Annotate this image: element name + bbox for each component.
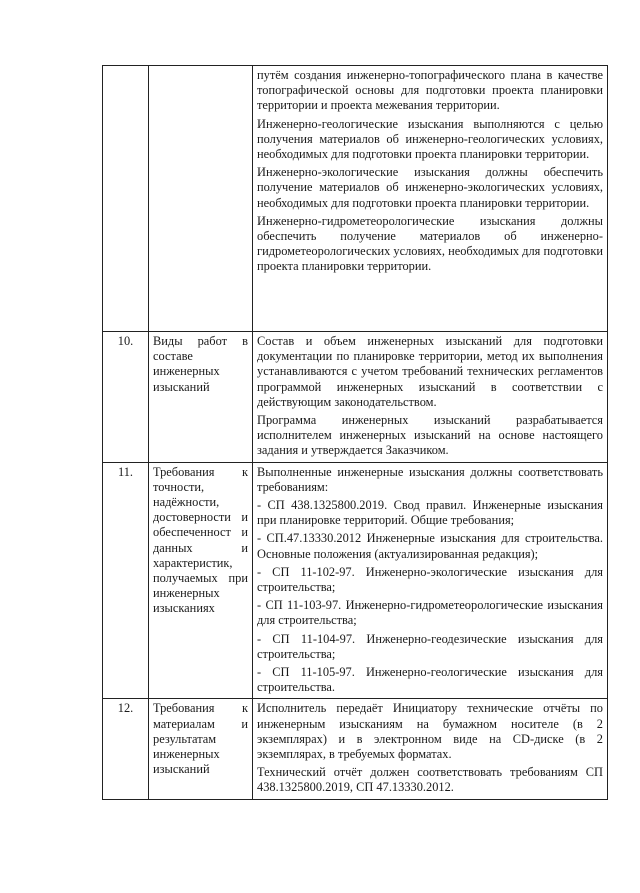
- list-item: - СП 438.1325800.2019. Свод правил. Инженерные изыскания при планировке территорий. Общие требования;: [257, 498, 603, 528]
- row-title: Требования к точности, надёжности, достоверности и обеспеченност и данных и характеристик, получаемых при инженерных изысканиях: [149, 462, 253, 699]
- table-row: [103, 66, 608, 332]
- row-title: Виды работ в составе инженерных изысканий: [149, 332, 253, 463]
- document-page: [102, 65, 607, 800]
- paragraph: Выполненные инженерные изыскания должны соответствовать требованиям:: [257, 464, 603, 494]
- paragraph: путём создания инженерно-топографического плана в качестве топографической основы для подготовки проекта планировки территории и проекта межевания территории.: [257, 68, 603, 113]
- paragraph: Инженерно-геологические изыскания выполняются с целью получения материалов об инженерно-геологических условиях, необходимых для подготовки проекта планировки территории.: [257, 116, 603, 162]
- row-number: 10.: [103, 332, 149, 463]
- table-row: [103, 332, 608, 463]
- table-row: [103, 699, 608, 799]
- paragraph: Технический отчёт должен соответствовать требованиям СП 438.1325800.2019, СП 47.13330.2012.: [257, 765, 603, 795]
- row-title: [149, 66, 253, 332]
- list-item: - СП 11-104-97. Инженерно-геодезические изыскания для строительства;: [257, 631, 603, 661]
- row-content: [253, 462, 608, 699]
- list-item: - СП 11-103-97. Инженерно-гидрометеорологические изыскания для строительства;: [257, 598, 603, 628]
- paragraph: Состав и объем инженерных изысканий для подготовки документации по планировке территории, метод их выполнения устанавливаются с учетом требований технических регламентов программой инженерных изысканий в соответствии с действующим законодательством.: [257, 334, 603, 409]
- row-title: Требования к материалам и результатам инженерных изысканий: [149, 699, 253, 799]
- row-number: 11.: [103, 462, 149, 699]
- paragraph: Инженерно-гидрометеорологические изыскания должны обеспечить получение материалов об инженерно-гидрометеорологических условиях, необходимых для подготовки проекта планировки территории.: [257, 213, 603, 274]
- paragraph: Исполнитель передаёт Инициатору технические отчёты по инженерным изысканиям на бумажном носителе (в 2 экземплярах) и в электронном виде на CD-диске (в 2 экземплярах, в требуемых форматах.: [257, 701, 603, 762]
- list-item: - СП.47.13330.2012 Инженерные изыскания для строительства. Основные положения (актуализированная редакция);: [257, 531, 603, 561]
- row-content: [253, 699, 608, 799]
- paragraph: Инженерно-экологические изыскания должны обеспечить получение материалов об инженерно-экологических условиях, необходимых для подготовки проекта планировки территории.: [257, 165, 603, 210]
- row-number: [103, 66, 149, 332]
- paragraph: Программа инженерных изысканий разрабатывается исполнителем инженерных изысканий на основе настоящего задания и утверждается Заказчиком.: [257, 413, 603, 458]
- list-item: - СП 11-105-97. Инженерно-геологические изыскания для строительства.: [257, 665, 603, 695]
- list-item: - СП 11-102-97. Инженерно-экологические изыскания для строительства;: [257, 564, 603, 595]
- row-number: 12.: [103, 699, 149, 799]
- row-content: [253, 332, 608, 463]
- requirements-table: [102, 65, 608, 800]
- row-content: [253, 66, 608, 332]
- table-row: [103, 462, 608, 699]
